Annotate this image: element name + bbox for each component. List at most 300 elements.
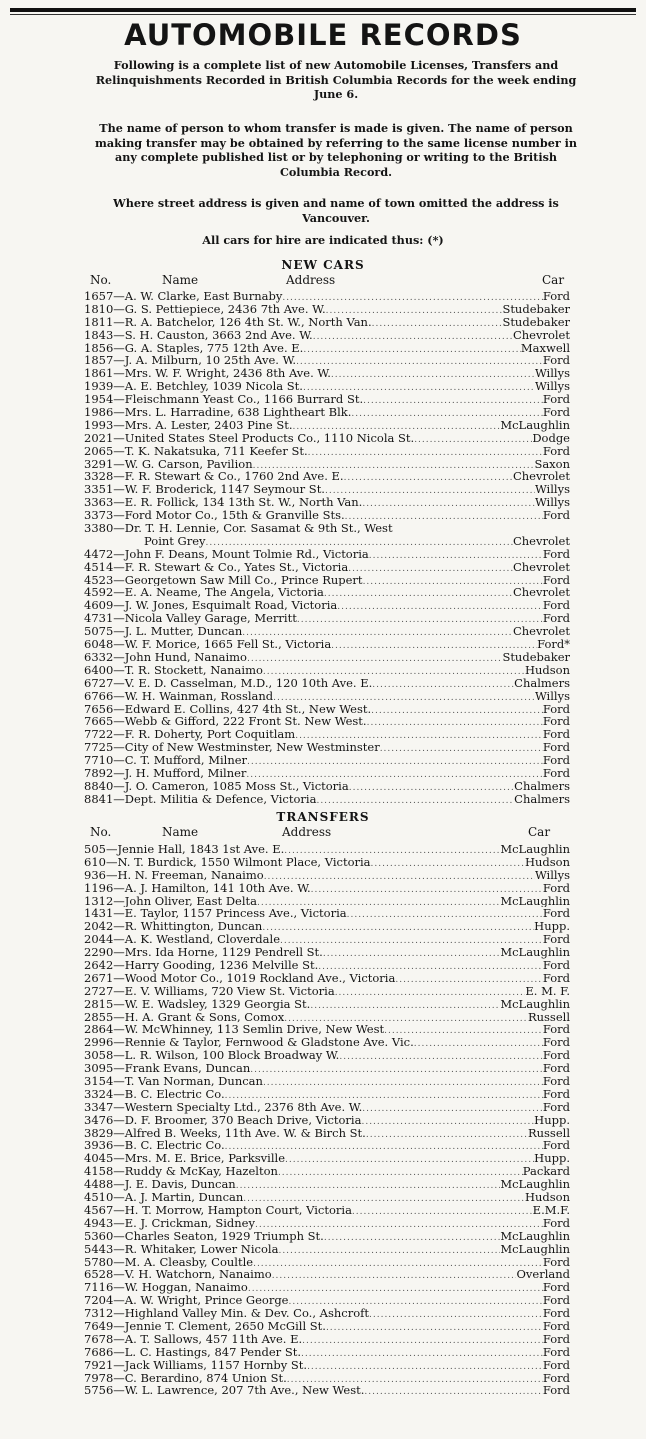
leader-dots [263,1077,543,1088]
car-make: Ford [542,1384,570,1398]
entry-text: 7665—Webb & Gifford, 222 Front St. New West. [84,715,367,729]
entry-text: 7725—City of New Westminster, New Westminster [84,741,380,755]
entry-text: 1843—S. H. Causton, 3663 2nd Ave. W. [84,328,313,342]
car-make: Chevrolet [512,328,570,342]
leader-dots [323,948,501,959]
entry-text: 7921—Jack Williams, 1157 Hornby St. [84,1358,308,1372]
list-item [84,367,570,380]
car-make: Chalmers [514,792,570,806]
car-make: McLaughlin [500,418,570,432]
list-item [84,1165,570,1178]
entry-text: 3154—T. Van Norman, Duncan [84,1075,263,1088]
list-item [84,1023,570,1036]
transfers-list [84,843,570,1397]
list-item [84,432,570,445]
list-item [84,728,570,741]
leader-dots [285,1154,534,1165]
leader-dots [414,1038,543,1049]
entry-text: 8840—J. O. Cameron, 1085 Moss St., Victoria [84,779,349,793]
entry-text: 1993—Mrs. A. Lester, 2403 Pine St. [84,418,293,432]
leader-dots [380,743,543,754]
leader-dots [287,1374,543,1385]
list-item [84,419,570,432]
car-make: Chevrolet [512,560,570,574]
car-make: Dodge [532,431,570,445]
col-car: Car [528,825,551,839]
entry-text: 8841—Dept. Militia & Defence, Victoria [84,792,317,806]
car-make: Willys [534,380,570,394]
entry-text: 1954—Fleischmann Yeast Co., 1166 Burrard St. [84,393,364,407]
leader-dots [206,537,513,548]
leader-dots [242,627,513,638]
list-item [84,1320,570,1333]
entry-text: 4943—E. J. Crickman, Sidney [84,1216,255,1230]
car-make: McLaughlin [500,843,570,856]
list-item [84,651,570,664]
entry-text: 5756—W. L. Lawrence, 207 7th Ave., New West. [84,1384,365,1398]
leader-dots [278,1167,523,1178]
leader-dots [324,588,513,599]
car-make: Ford [542,1319,570,1333]
entry-text: 3476—D. F. Broomer, 370 Beach Drive, Victoria [84,1113,362,1127]
list-item [84,677,570,690]
leader-dots [364,1386,542,1397]
entry-text: 3328—F. R. Stewart & Co., 1760 2nd Ave. E. [84,470,344,484]
car-make: Packard [522,1165,570,1179]
leader-dots [337,601,543,612]
list-item [84,1333,570,1346]
list-item [84,959,570,972]
car-make: Maxwell [520,341,570,355]
list-item [84,767,570,780]
list-item [84,1372,570,1385]
car-make: Ford [542,715,570,729]
leader-dots [331,369,535,380]
leader-dots [316,795,514,806]
list-item [84,1011,570,1024]
leader-dots [272,1270,517,1281]
entry-text: 610—N. T. Burdick, 1550 Wilmont Place, Victoria [84,855,371,869]
entry-text: 4514—F. R. Stewart & Co., Yates St., Victoria [84,560,349,574]
entry-text: 1986—Mrs. L. Harradine, 638 Lightheart Blk. [84,406,352,419]
car-make: Ford [542,971,570,985]
leader-dots [395,974,543,985]
list-item [84,882,570,895]
list-item [84,612,570,625]
entry-text: 7204—A. W. Wright, Prince George [84,1294,289,1308]
intro-paragraph: Following is a complete list of new Automobile Licenses, Transfers and Relinquishments Recorded in British Columbia Records for the week ending June 6. [95,58,577,101]
leader-dots [362,498,535,509]
list-item [84,329,570,342]
entry-text: 505—Jennie Hall, 1843 1st Ave. E. [84,843,285,856]
leader-dots [363,576,543,587]
entry-text: 3829—Alfred B. Weeks, 11th Ave. W. & Birch St. [84,1126,366,1140]
list-item [84,933,570,946]
car-make: Ford [542,1332,570,1346]
car-make: McLaughlin [500,1178,570,1192]
list-item [84,856,570,869]
car-make: Ford [542,1100,570,1114]
list-item [84,1281,570,1294]
entry-text: 4609—J. W. Jones, Esquimalt Road, Victoria [84,599,338,613]
list-item [84,470,570,483]
leader-dots [414,434,532,445]
leader-dots [253,460,535,471]
list-item [84,869,570,882]
top-rule-thin [10,14,636,15]
leader-dots [236,1180,501,1191]
list-item [84,1127,570,1140]
entry-text: 3324—B. C. Electric Co. [84,1087,225,1101]
car-make: Hupp. [534,1152,570,1166]
car-make: Ford [542,1062,570,1076]
entry-text: 3351—W. F. Broderick, 1147 Seymour St. [84,483,325,497]
entry-text: 2815—W. E. Wadsley, 1329 Georgia St. [84,997,311,1011]
entry-text: 3373—Ford Motor Co., 15th & Granville Sts. [84,509,345,523]
col-no: No. [90,273,112,287]
car-make: Hudson [524,1191,570,1204]
list-item [84,445,570,458]
leader-dots [371,858,525,869]
entry-text: 7678—A. T. Sallows, 457 11th Ave. E. [84,1332,303,1346]
entry-text: 7722—F. R. Doherty, Port Coquitlam [84,728,296,742]
list-item [84,586,570,599]
list-item [84,1204,570,1217]
entry-text: 2044—A. K. Westland, Cloverdale [84,933,281,947]
leader-dots [325,485,535,496]
car-make: Ford [542,907,570,921]
list-item [84,483,570,496]
entry-text: 2642—Harry Gooding, 1236 Melville St. [84,959,319,972]
entry-text: 7686—L. C. Hastings, 847 Pender St. [84,1345,301,1359]
entry-text: 936—H. N. Freeman, Nanaimo [84,868,264,882]
list-item [84,535,570,548]
entry-text: 7978—C. Berardino, 874 Union St. [84,1371,287,1385]
address-note: Where street address is given and name of town omitted the address is Vancouver. [113,196,559,225]
leader-dots [372,679,514,690]
list-item [84,354,570,367]
entry-text: 3936—B. C. Electric Co. [84,1139,225,1153]
leader-dots [257,897,500,908]
list-item [84,907,570,920]
entry-text: 3291—W. G. Carson, Pavilion [84,457,253,471]
car-make: Ford* [537,638,570,651]
leader-dots [366,1129,528,1140]
list-item [84,1101,570,1114]
list-item [84,1075,570,1088]
list-item [84,895,570,908]
list-item [84,548,570,561]
list-item [84,972,570,985]
entry-text: 4523—Georgetown Saw Mill Co., Prince Rupert [84,573,363,587]
car-make: Studebaker [502,650,570,664]
car-make: Ford [542,612,570,626]
entry-text: 4158—Ruddy & McKay, Hazelton [84,1165,278,1179]
leader-dots [225,1141,543,1152]
list-item [84,316,570,329]
car-make: Ford [542,1139,570,1153]
leader-dots [263,666,525,677]
car-make: Ford [542,354,570,368]
col-name: Name [162,273,199,287]
list-item [84,1178,570,1191]
leader-dots [297,614,543,625]
entry-text: 3380—Dr. T. H. Lennie, Cor. Sasamat & 9th St., West [84,522,393,535]
entry-text: 3347—Western Specialty Ltd., 2376 8th Ave. W. [84,1100,363,1114]
leader-dots [253,1258,543,1269]
entry-text: 2671—Wood Motor Co., 1019 Rockland Ave., Victoria [84,971,396,985]
leader-dots [361,1116,534,1127]
car-make: Ford [542,406,570,419]
leader-dots [296,356,543,367]
list-item [84,342,570,355]
entry-text: 6400—T. R. Stockett, Nanaimo [84,663,263,677]
entry-text: 1861—Mrs. W. F. Wright, 2436 8th Ave. W. [84,367,331,381]
car-make: Hupp. [534,920,570,934]
car-make: McLaughlin [500,1229,570,1243]
leader-dots [311,884,543,895]
leader-dots [278,1245,500,1256]
entry-text: 5075—J. L. Mutter, Duncan [84,625,243,639]
list-item [84,1384,570,1397]
list-item [84,1359,570,1372]
list-item [84,920,570,933]
leader-dots [349,782,514,793]
col-car: Car [542,273,565,287]
leader-dots [284,1013,528,1024]
car-make: Chalmers [514,676,570,690]
col-name: Name [162,825,199,839]
list-item [84,998,570,1011]
list-item [84,290,570,303]
list-item [84,741,570,754]
list-item [84,1243,570,1256]
leader-dots [344,472,513,483]
car-make: Ford [542,1358,570,1372]
entry-text: 6048—W. F. Morice, 1665 Fell St., Victoria [84,638,332,651]
list-item [84,664,570,677]
entry-text: 1939—A. E. Betchley, 1039 Nicola St. [84,380,303,394]
entry-text: 6727—V. E. D. Casselman, M.D., 120 10th Ave. E. [84,676,373,690]
leader-dots [384,1025,543,1036]
car-make: Overland [516,1268,570,1282]
car-make: Ford [542,444,570,458]
col-address: Address [282,825,332,839]
list-item [84,1307,570,1320]
car-make: Hupp. [534,1113,570,1127]
leader-dots [310,1000,500,1011]
car-make: Ford [542,393,570,407]
leader-dots [339,1051,543,1062]
list-item [84,1036,570,1049]
list-item [84,754,570,767]
leader-dots [308,447,543,458]
car-make: McLaughlin [500,1242,570,1256]
entry-text: 5780—M. A. Cleasby, Coultle [84,1255,254,1269]
page-title: AUTOMOBILE RECORDS [124,18,522,52]
entry-text: 7656—Edward E. Collins, 427 4th St., New West. [84,702,372,716]
car-make: Willys [534,496,570,510]
car-make: Ford [542,1345,570,1359]
leader-dots [301,1348,543,1359]
list-item [84,793,570,806]
car-make: Willys [534,367,570,381]
list-item [84,1088,570,1101]
entry-text: 6528—V. H. Watchorn, Nanaimo [84,1268,272,1282]
list-item [84,1191,570,1204]
list-item [84,715,570,728]
leader-dots [345,511,543,522]
leader-dots [326,305,503,316]
car-make: Ford [542,290,570,303]
leader-dots [326,1322,543,1333]
entry-text: 7892—J. H. Mufford, Milner [84,766,247,780]
leader-dots [284,845,500,856]
list-item [84,561,570,574]
car-make: Ford [542,509,570,523]
list-item [84,1062,570,1075]
car-make: Chevrolet [512,534,570,548]
hire-note: All cars for hire are indicated thus: (*) [202,233,444,247]
list-item [84,1114,570,1127]
list-item [84,1294,570,1307]
car-make: Chalmers [514,779,570,793]
leader-dots [352,1206,533,1217]
entry-text: Point Grey [144,534,206,548]
leader-dots [250,1064,543,1075]
car-make: Russell [527,1126,570,1140]
entry-text: 7312—Highland Valley Min. & Dev. Co., Ashcroft [84,1307,369,1320]
entry-text: 1856—G. A. Staples, 775 12th Ave. E. [84,341,304,355]
list-item [84,1268,570,1281]
car-make: Ford [542,1023,570,1037]
entry-text: 3095—Frank Evans, Duncan [84,1062,251,1076]
leader-dots [225,1090,543,1101]
car-make: Ford [542,1255,570,1269]
car-make: Chevrolet [512,470,570,484]
leader-dots [363,395,543,406]
car-make: Ford [542,1049,570,1063]
entry-text: 2042—R. Whittington, Duncan [84,920,263,934]
car-make: Ford [542,599,570,613]
entry-text: 1196—A. J. Hamilton, 141 10th Ave. W. [84,881,311,895]
entry-text: 2855—H. A. Grant & Sons, Comox [84,1010,285,1024]
new-cars-heading: NEW CARS [281,258,365,272]
car-make: Ford [542,1216,570,1230]
car-make: Ford [542,573,570,587]
list-item [84,780,570,793]
car-make: Ford [542,766,570,780]
entry-text: 4472—John F. Deans, Mount Tolmie Rd., Victoria [84,547,369,561]
leader-dots [303,344,521,355]
leader-dots [288,1296,542,1307]
car-make: Ford [542,547,570,561]
entry-text: 1312—John Oliver, East Delta [84,894,258,908]
list-item [84,1346,570,1359]
entry-text: 3058—L. R. Wilson, 100 Block Broadway W. [84,1049,340,1063]
entry-text: 3363—E. R. Follick, 134 13th St. W., North Van. [84,496,363,510]
leader-dots [369,550,543,561]
car-make: Ford [542,754,570,767]
entry-text: 4045—Mrs. M. E. Brice, Parksville [84,1152,286,1166]
leader-dots [307,1361,543,1372]
leader-dots [351,408,542,419]
list-item [84,380,570,393]
leader-dots [264,871,535,882]
list-item [84,690,570,703]
leader-dots [335,987,526,998]
entry-text: 1431—E. Taylor, 1157 Princess Ave., Victoria [84,907,347,921]
list-item [84,496,570,509]
leader-dots [372,318,503,329]
entry-text: 6766—W. H. Wainman, Rossland [84,689,274,703]
leader-dots [303,382,535,393]
entry-text: 2727—E. V. Williams, 720 View St. Victoria [84,984,335,998]
car-make: Chevrolet [512,625,570,639]
car-make: Russell [527,1010,570,1024]
car-make: Ford [542,1371,570,1385]
entry-text: 2996—Rennie & Taylor, Fernwood & Gladstone Ave. Vic. [84,1036,414,1050]
transfers-column-headers [90,825,570,840]
list-item [84,406,570,419]
car-make: Willys [534,689,570,703]
list-item [84,946,570,959]
entry-text: 4510—A. J. Martin, Duncan [84,1191,244,1204]
list-item [84,393,570,406]
leader-dots [347,909,543,920]
leader-dots [295,730,543,741]
car-make: McLaughlin [500,894,570,908]
car-make: Ford [542,959,570,972]
col-address: Address [286,273,336,287]
entry-text: 7710—C. T. Mufford, Milner [84,754,248,767]
car-make: Saxon [534,457,570,471]
entry-text: 1857—J. A. Milburn, 10 25th Ave. W. [84,354,297,368]
new-cars-column-headers [90,273,570,288]
car-make: Ford [542,933,570,947]
top-rule [10,8,636,12]
car-make: Ford [542,1075,570,1088]
leader-dots [331,640,537,651]
leader-dots [246,769,542,780]
entry-text: 2065—T. K. Nakatsuka, 711 Keefer St. [84,444,308,458]
leader-dots [313,331,513,342]
entry-text: 7649—Jennie T. Clement, 2650 McGill St. [84,1319,326,1333]
list-item [84,1256,570,1269]
leader-dots [255,1219,543,1230]
list-item [84,843,570,856]
leader-dots [247,653,502,664]
car-make: Ford [542,1281,570,1295]
list-item [84,625,570,638]
list-item [84,599,570,612]
entry-text: 4488—J. E. Davis, Duncan [84,1178,236,1192]
entry-text: 1657—A. W. Clarke, East Burnaby [84,290,283,303]
entry-text: 6332—John Hund, Nanaimo [84,650,247,664]
car-make: Ford [542,1307,570,1320]
leader-dots [273,692,535,703]
list-item [84,458,570,471]
list-item [84,1230,570,1243]
list-item [84,638,570,651]
leader-dots [293,421,501,432]
leader-dots [247,756,543,767]
entry-text: 2021—United States Steel Products Co., 1110 Nicola St. [84,431,415,445]
list-item [84,303,570,316]
car-make: E. M. F. [525,984,570,998]
leader-dots [371,705,543,716]
car-make: Willys [534,483,570,497]
